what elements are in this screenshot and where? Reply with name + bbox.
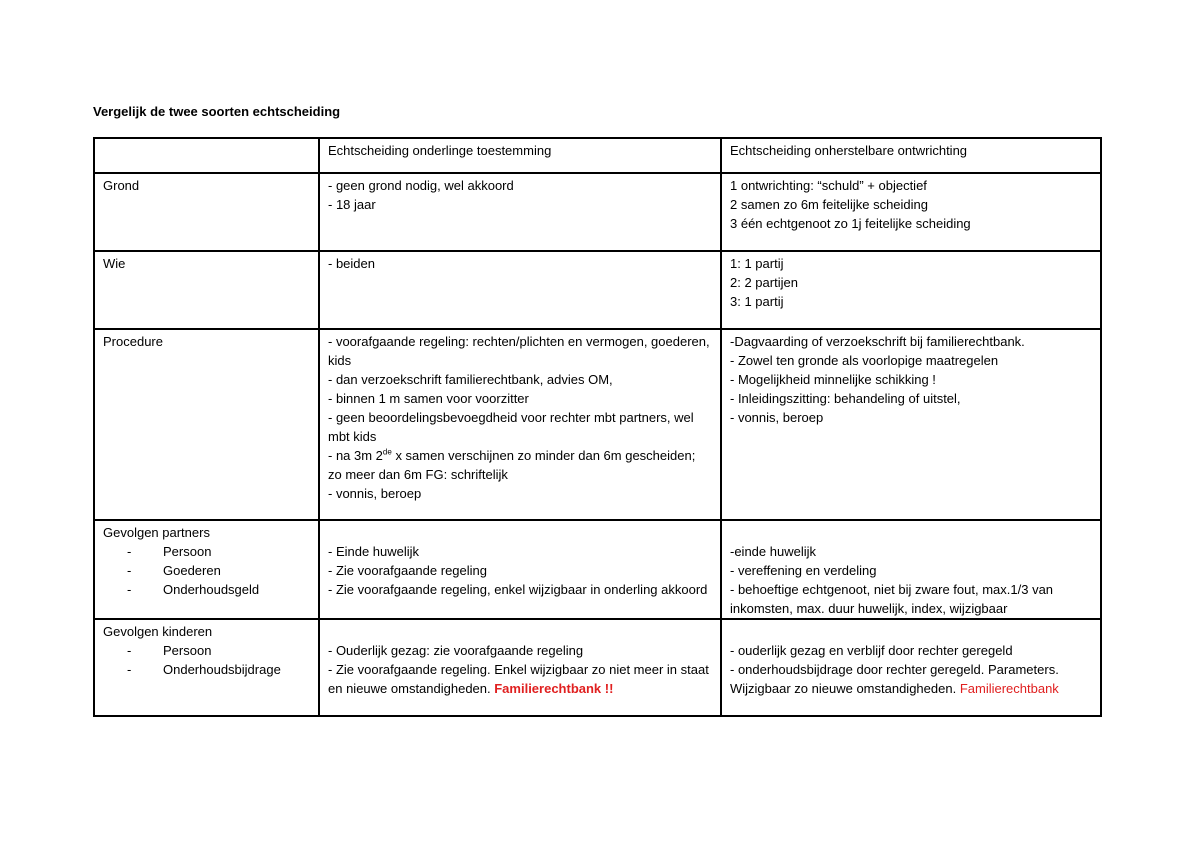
spacer xyxy=(328,523,712,542)
cell-line: - vonnis, beroep xyxy=(328,486,422,501)
superscript: de xyxy=(382,447,392,457)
row-label-cell xyxy=(94,619,319,716)
cell-line: 2: 2 partijen xyxy=(730,275,798,290)
cell-line: - vereffening en verdeling xyxy=(730,563,877,578)
row-label: Gevolgen partners xyxy=(103,525,210,540)
cell-line: 3 één echtgenoot zo 1j feitelijke scheiding xyxy=(730,216,971,231)
sub-item xyxy=(103,580,310,599)
gevolgen-kinderen-col2 xyxy=(319,619,721,716)
highlight-familierechtbank: Familierechtbank xyxy=(959,681,1059,696)
cell-line: - geen beoordelingsbevoegdheid voor rechter mbt partners, wel mbt kids xyxy=(328,410,694,444)
wie-col2 xyxy=(319,251,721,329)
row-grond xyxy=(94,173,1101,251)
sub-item xyxy=(103,660,310,679)
cell-line: - Einde huwelijk xyxy=(328,544,420,559)
row-procedure xyxy=(94,329,1101,520)
header-col3: Echtscheiding onherstelbare ontwrichting xyxy=(721,138,1101,173)
header-empty-cell xyxy=(94,138,319,173)
cell-line: - Ouderlijk gezag: zie voorafgaande regeling xyxy=(328,643,584,658)
cell-line: - behoeftige echtgenoot, niet bij zware fout, max.1/3 van inkomsten, max. duur huwelijk, index, wijzigbaar xyxy=(730,582,1054,616)
header-row xyxy=(94,138,1101,173)
row-label: Gevolgen kinderen xyxy=(103,624,213,639)
sub-item xyxy=(103,561,310,580)
cell-line: 1: 1 partij xyxy=(730,256,784,271)
dash-bullet: - xyxy=(127,563,132,578)
gevolgen-kinderen-col3 xyxy=(721,619,1101,716)
dash-bullet: - xyxy=(127,544,132,559)
document-title: Vergelijk de twee soorten echtscheiding xyxy=(93,104,341,119)
row-gevolgen-partners xyxy=(94,520,1101,619)
cell-line: -einde huwelijk xyxy=(730,544,816,559)
cell-line xyxy=(328,660,712,698)
sub-item-label: Persoon xyxy=(163,544,212,559)
cell-text: - Zie voorafgaande regeling. Enkel wijzigbaar zo niet meer in staat en nieuwe omstandigheden. xyxy=(328,662,709,696)
comparison-table xyxy=(93,137,1102,717)
dash-bullet: - xyxy=(127,582,132,597)
sub-item-label: Persoon xyxy=(163,643,212,658)
row-gevolgen-kinderen xyxy=(94,619,1101,716)
cell-line: - voorafgaande regeling: rechten/plichten en vermogen, goederen, kids xyxy=(328,334,710,368)
cell-line: - ouderlijk gezag en verblijf door rechter geregeld xyxy=(730,643,1013,658)
sub-item-label: Onderhoudsbijdrage xyxy=(163,662,281,677)
cell-line: - Inleidingszitting: behandeling of uitstel, xyxy=(730,391,961,406)
cell-line: - beiden xyxy=(328,256,375,271)
dash-bullet: - xyxy=(127,643,132,658)
cell-line: - Zie voorafgaande regeling xyxy=(328,563,487,578)
spacer xyxy=(730,622,1092,641)
cell-line: 3: 1 partij xyxy=(730,294,784,309)
cell-line: - Zowel ten gronde als voorlopige maatregelen xyxy=(730,353,999,368)
row-label: Wie xyxy=(94,251,319,329)
gevolgen-partners-col2 xyxy=(319,520,721,619)
spacer xyxy=(730,523,1092,542)
row-label: Procedure xyxy=(94,329,319,520)
cell-line: - dan verzoekschrift familierechtbank, advies OM, xyxy=(328,372,613,387)
sub-item xyxy=(103,641,310,660)
cell-text: - na 3m 2 xyxy=(328,448,383,463)
cell-line: - binnen 1 m samen voor voorzitter xyxy=(328,391,529,406)
dash-bullet: - xyxy=(127,662,132,677)
spacer xyxy=(328,622,712,641)
cell-line: - geen grond nodig, wel akkoord xyxy=(328,178,514,193)
cell-line: -Dagvaarding of verzoekschrift bij familierechtbank. xyxy=(730,334,1025,349)
sub-item-label: Onderhoudsgeld xyxy=(163,582,260,597)
cell-line: - vonnis, beroep xyxy=(730,410,824,425)
cell-line: - 18 jaar xyxy=(328,197,376,212)
procedure-col2 xyxy=(319,329,721,520)
gevolgen-partners-col3 xyxy=(721,520,1101,619)
sub-item xyxy=(103,542,310,561)
row-label-cell xyxy=(94,520,319,619)
cell-line xyxy=(730,660,1092,698)
cell-text: x samen verschijnen zo minder dan 6m gescheiden; zo meer dan 6m FG: schriftelijk xyxy=(328,448,696,482)
procedure-col3 xyxy=(721,329,1101,520)
cell-line: 2 samen zo 6m feitelijke scheiding xyxy=(730,197,928,212)
cell-line: - Zie voorafgaande regeling, enkel wijzigbaar in onderling akkoord xyxy=(328,582,708,597)
highlight-familierechtbank: Familierechtbank !! xyxy=(494,681,614,696)
cell-line: - Mogelijkheid minnelijke schikking ! xyxy=(730,372,936,387)
grond-col2 xyxy=(319,173,721,251)
header-col2: Echtscheiding onderlinge toestemming xyxy=(319,138,721,173)
cell-text: - onderhoudsbijdrage door rechter geregeld. Parameters. Wijzigbaar zo nieuwe omstandigheden. xyxy=(730,662,1059,696)
wie-col3 xyxy=(721,251,1101,329)
row-wie xyxy=(94,251,1101,329)
cell-line xyxy=(328,446,712,484)
row-label: Grond xyxy=(94,173,319,251)
sub-item-label: Goederen xyxy=(163,563,221,578)
cell-line: 1 ontwrichting: “schuld” + objectief xyxy=(730,178,927,193)
grond-col3 xyxy=(721,173,1101,251)
